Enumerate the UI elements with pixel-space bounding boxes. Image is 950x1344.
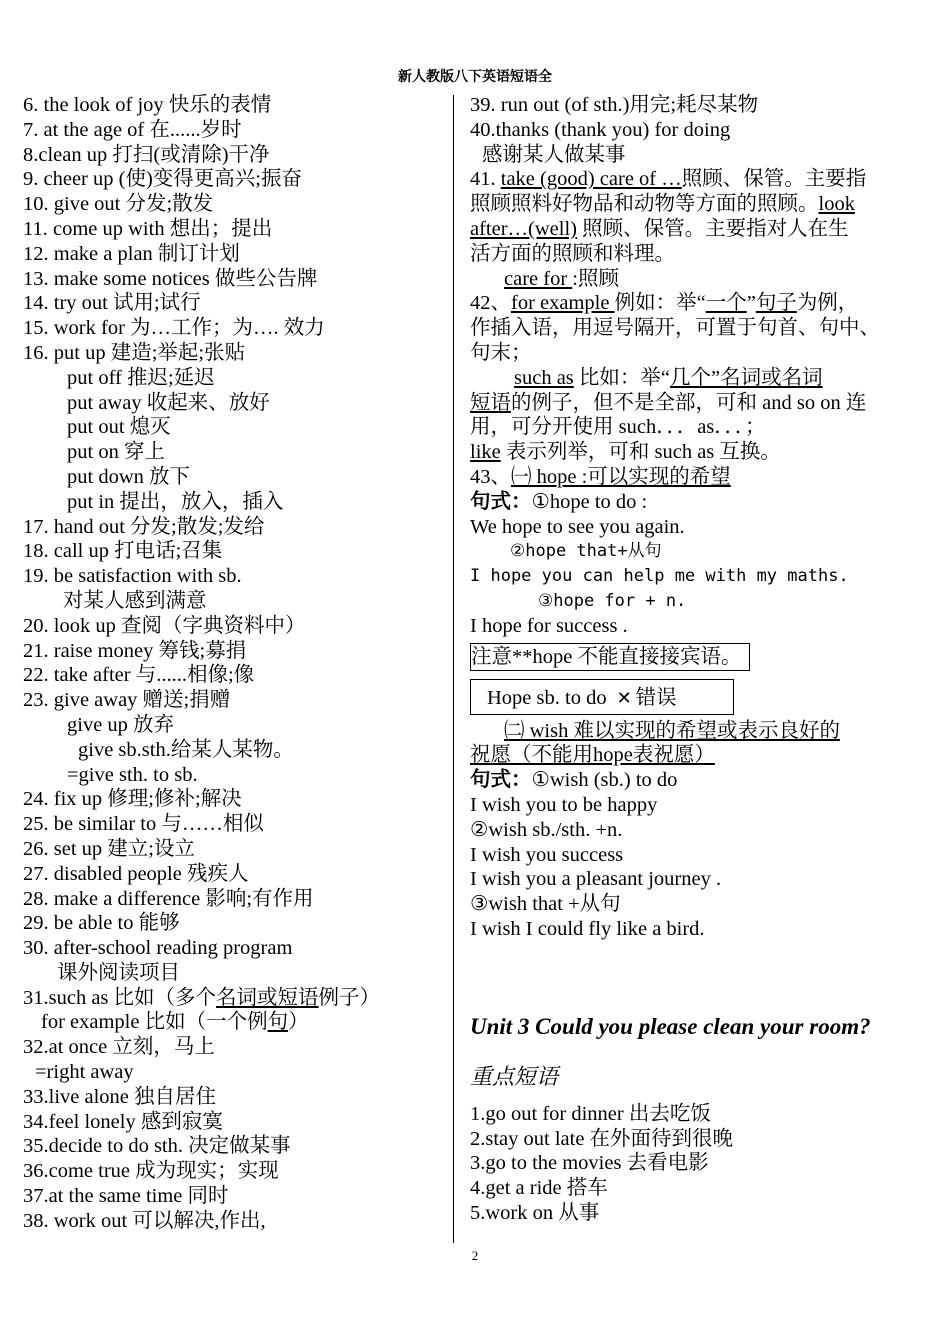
list-item: [470, 743, 895, 768]
list-item: 38. work out 可以解决,作出,: [23, 1209, 266, 1232]
list-item: 40.thanks (thank you) for doing: [470, 118, 731, 141]
list-item: 17. hand out 分发;散发;发给: [23, 515, 265, 538]
list-item: [470, 366, 895, 391]
note-box: 注意**hope 不能直接接宾语。: [470, 643, 750, 671]
item-text: for example 比如（一个例: [41, 1011, 268, 1034]
list-item: put on 穿上: [67, 441, 165, 464]
list-item: [470, 490, 895, 515]
underlined-text: 句: [267, 1011, 289, 1034]
page-title: 新人教版八下英语短语全: [398, 69, 552, 85]
list-item: put out 熄灭: [67, 416, 171, 439]
underlined-phrase: care for: [504, 267, 573, 290]
list-item: 26. set up 建立;设立: [23, 837, 195, 860]
list-item: 27. disabled people 残疾人: [23, 862, 249, 885]
list-item: 10. give out 分发;散发: [23, 193, 214, 216]
item-text: 例如：举“: [614, 292, 706, 315]
list-item: [23, 986, 448, 1011]
item-text: 表示列举，可和 such as 互换。: [500, 441, 781, 464]
spacer: [470, 1092, 895, 1102]
left-column: [23, 93, 448, 1234]
list-item: [470, 167, 895, 192]
item-text: 照顾照料好物品和动物等方面的照顾。: [470, 193, 819, 216]
section-title: 重点短语: [470, 1063, 559, 1089]
list-item: I wish you to be happy: [470, 793, 658, 816]
list-item: 对某人感到满意: [63, 589, 207, 612]
underlined-phrase: like: [470, 441, 501, 464]
list-item: =give sth. to sb.: [67, 763, 198, 786]
item-text: ①hope to do :: [531, 490, 648, 513]
underlined-phrase: 短语: [470, 391, 511, 414]
list-item: 感谢某人做某事: [482, 143, 626, 166]
underlined-phrase: such as: [514, 366, 574, 389]
list-item: [470, 391, 895, 416]
underlined-phrase: after…(well): [470, 217, 577, 240]
underlined-phrase: ㈡ wish 难以实现的希望或表示良好的: [504, 719, 840, 742]
list-item: 11. come up with 想出；提出: [23, 217, 273, 240]
list-item: 24. fix up 修理;修补;解决: [23, 788, 242, 811]
underlined-phrase: 祝愿（不能用hope表祝愿）: [470, 744, 715, 767]
list-item: I hope you can help me with my maths.: [470, 566, 849, 587]
list-item: 12. make a plan 制订计划: [23, 242, 240, 265]
item-text: ）: [288, 1011, 309, 1034]
item-text: 例子）: [318, 986, 381, 1009]
list-item: 8.clean up 打扫(或清除)干净: [23, 143, 270, 166]
item-text: 比如：举“: [573, 366, 671, 389]
item-text: 错误: [635, 686, 677, 709]
list-item: give up 放弃: [67, 713, 175, 736]
list-item: 用，可分开使用 such．．．as．．．；: [470, 416, 766, 439]
list-item: ②hope that+从句: [510, 541, 662, 562]
list-item: 14. try out 试用;试行: [23, 292, 201, 315]
list-item: 37.at the same time 同时: [23, 1185, 229, 1208]
underlined-phrase: take (good) care of …: [500, 168, 682, 191]
list-item: 18. call up 打电话;召集: [23, 540, 223, 563]
list-item: I wish you a pleasant journey .: [470, 868, 722, 891]
item-text: 的例子，但不是全部，可和 and so on 连: [511, 391, 867, 414]
list-item: 9. cheer up (使)变得更高兴;振奋: [23, 168, 302, 191]
list-item: 5.work on 从事: [470, 1201, 600, 1224]
list-item: 32.at once 立刻，马上: [23, 1036, 215, 1059]
item-text: Hope sb. to do: [487, 686, 607, 709]
list-item: [470, 267, 895, 292]
list-item: ③wish that +从句: [470, 893, 621, 916]
list-item: ③hope for + n.: [538, 590, 687, 611]
item-text: 为例，: [796, 292, 859, 315]
item-number: 43、: [470, 465, 511, 488]
list-item: [470, 719, 895, 744]
item-text: ”: [746, 292, 756, 315]
list-item: 16. put up 建造;举起;张贴: [23, 341, 246, 364]
underlined-phrase: 一个: [705, 292, 747, 315]
list-item: 课外阅读项目: [57, 961, 180, 984]
list-item: 3.go to the movies 去看电影: [470, 1152, 709, 1175]
list-item: 1.go out for dinner 出去吃饭: [470, 1102, 711, 1125]
list-item: 2.stay out late 在外面待到很晚: [470, 1127, 734, 1150]
list-item: 21. raise money 筹钱;募捐: [23, 639, 247, 662]
list-item: [470, 291, 895, 316]
list-item: [470, 217, 895, 242]
list-item: 19. be satisfaction with sb.: [23, 565, 242, 588]
list-item: put off 推迟;延迟: [67, 366, 215, 389]
list-item: 4.get a ride 搭车: [470, 1177, 608, 1200]
column-divider: [453, 95, 454, 1243]
list-item: 句末；: [470, 341, 532, 364]
list-item: 33.live alone 独自居住: [23, 1085, 217, 1108]
list-item: 28. make a difference 影响;有作用: [23, 887, 314, 910]
error-example-box: [470, 679, 734, 715]
unit-title: Unit 3 Could you please clean your room?: [470, 1013, 871, 1039]
list-item: [470, 440, 895, 465]
underlined-phrase: for example: [511, 292, 615, 315]
list-item: put away 收起来、放好: [67, 391, 270, 414]
page-number: 2: [471, 1248, 479, 1263]
underlined-phrase: 几个”名词或名词: [670, 366, 823, 389]
item-number: 41.: [470, 168, 501, 191]
item-text: 照顾、保管。主要指: [681, 168, 867, 191]
list-item: 35.decide to do sth. 决定做某事: [23, 1135, 291, 1158]
list-item: 22. take after 与......相像;像: [23, 664, 255, 687]
list-item: 34.feel lonely 感到寂寞: [23, 1110, 223, 1133]
list-item: I wish I could fly like a bird.: [470, 917, 705, 940]
underlined-phrase: look: [818, 193, 855, 216]
pattern-label: 句式：: [470, 490, 532, 513]
list-item: 25. be similar to 与……相似: [23, 813, 264, 836]
list-item: put in 提出，放入，插入: [67, 490, 284, 513]
list-item: 29. be able to 能够: [23, 912, 180, 935]
item-number: 42、: [470, 292, 511, 315]
list-item: 30. after-school reading program: [23, 937, 293, 960]
list-item: 6. the look of joy 快乐的表情: [23, 94, 272, 116]
list-item: [470, 465, 895, 490]
list-item: 13. make some notices 做些公告牌: [23, 267, 318, 290]
list-item: 23. give away 赠送;捐赠: [23, 689, 231, 712]
list-item: 36.come true 成为现实；实现: [23, 1160, 279, 1183]
list-item: give sb.sth.给某人某物。: [78, 738, 294, 761]
list-item: 7. at the age of 在......岁时: [23, 118, 242, 141]
underlined-phrase: 句子: [755, 292, 797, 315]
list-item: 活方面的照顾和料理。: [470, 242, 675, 265]
pattern-label: 句式：: [470, 769, 532, 792]
item-text: 31.such as 比如（多个: [23, 986, 217, 1009]
list-item: [470, 768, 895, 793]
list-item: 作插入语，用逗号隔开，可置于句首、句中、: [470, 317, 880, 340]
list-item: We hope to see you again.: [470, 515, 685, 538]
list-item: I wish you success: [470, 843, 624, 866]
underlined-phrase: ㈠ hope :可以实现的希望: [511, 465, 731, 488]
list-item: =right away: [35, 1061, 134, 1084]
list-item: [470, 192, 895, 217]
item-text: 照顾、保管。主要指对人在生: [577, 217, 849, 240]
list-item: [23, 1010, 448, 1035]
list-item: 39. run out (of sth.)用完;耗尽某物: [470, 94, 759, 116]
item-text: ①wish (sb.) to do: [531, 769, 678, 792]
cross-icon: ✕: [616, 687, 632, 709]
list-item: ②wish sb./sth. +n.: [470, 818, 623, 841]
underlined-text: 名词或短语: [216, 986, 319, 1009]
list-item: 20. look up 查阅（字典资料中）: [23, 614, 306, 637]
list-item: 15. work for 为…工作；为…. 效力: [23, 317, 325, 340]
item-text: :照顾: [572, 267, 619, 290]
list-item: I hope for success .: [470, 614, 628, 637]
right-column: [470, 93, 895, 1226]
list-item: put down 放下: [67, 465, 190, 488]
